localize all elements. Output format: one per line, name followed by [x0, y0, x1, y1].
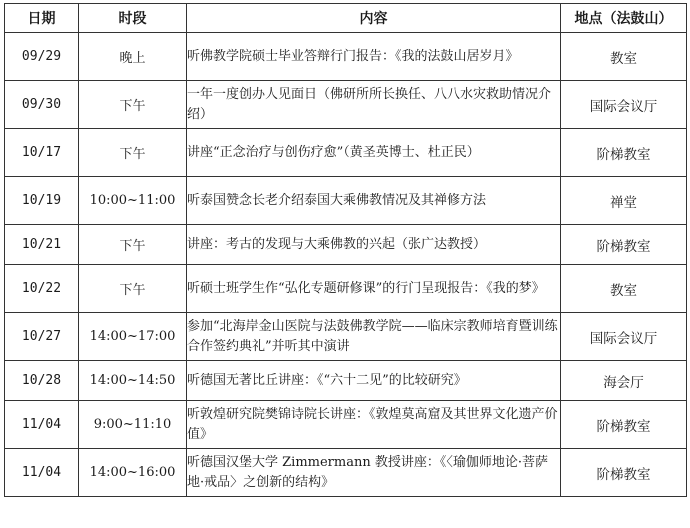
- cell-place: 阶梯教室: [561, 129, 687, 177]
- schedule-table: [4, 3, 687, 497]
- cell-date: 09/29: [5, 33, 79, 81]
- cell-time: 14:00~17:00: [79, 313, 187, 361]
- cell-date: 10/19: [5, 177, 79, 225]
- cell-content: 听德国汉堡大学 Zimmermann 教授讲座：《〈瑜伽师地论·菩萨地·戒品〉之创新的结构》: [187, 449, 561, 497]
- cell-content: 听硕士班学生作“弘化专题研修课”的行门呈现报告：《我的梦》: [187, 265, 561, 313]
- cell-content: 讲座：考古的发现与大乘佛教的兴起（张广达教授）: [187, 225, 561, 265]
- cell-place: 阶梯教室: [561, 401, 687, 449]
- cell-content: 听泰国赞念长老介绍泰国大乘佛教情况及其禅修方法: [187, 177, 561, 225]
- cell-content: 参加“北海岸金山医院与法鼓佛教学院——临床宗教师培育暨训练合作签约典礼”并听其中演讲: [187, 313, 561, 361]
- cell-date: 09/30: [5, 81, 79, 129]
- table-header: [5, 4, 687, 33]
- cell-date: 11/04: [5, 449, 79, 497]
- cell-time: 下午: [79, 81, 187, 129]
- table-row: [5, 177, 687, 225]
- cell-content: 听佛教学院硕士毕业答辩行门报告：《我的法鼓山居岁月》: [187, 33, 561, 81]
- cell-content: 听德国无著比丘讲座：《“六十二见”的比较研究》: [187, 361, 561, 401]
- cell-place: 教室: [561, 33, 687, 81]
- cell-place: 教室: [561, 265, 687, 313]
- cell-content: 一年一度创办人见面日（佛研所所长换任、八八水灾救助情况介绍）: [187, 81, 561, 129]
- cell-place: 国际会议厅: [561, 313, 687, 361]
- table-body: [5, 33, 687, 497]
- cell-time: 下午: [79, 129, 187, 177]
- cell-content: 讲座“正念治疗与创伤疗愈”（黄圣英博士、杜正民）: [187, 129, 561, 177]
- cell-date: 10/17: [5, 129, 79, 177]
- cell-date: 10/28: [5, 361, 79, 401]
- header-date: 日期: [5, 4, 79, 33]
- cell-time: 下午: [79, 225, 187, 265]
- table-row: [5, 361, 687, 401]
- table-row: [5, 449, 687, 497]
- cell-time: 9:00~11:10: [79, 401, 187, 449]
- cell-time: 下午: [79, 265, 187, 313]
- table-row: [5, 265, 687, 313]
- table-row: [5, 81, 687, 129]
- cell-time: 14:00~14:50: [79, 361, 187, 401]
- table-row: [5, 313, 687, 361]
- table-row: [5, 129, 687, 177]
- header-time: 时段: [79, 4, 187, 33]
- cell-place: 海会厅: [561, 361, 687, 401]
- table-row: [5, 401, 687, 449]
- cell-time: 14:00~16:00: [79, 449, 187, 497]
- table-row: [5, 225, 687, 265]
- cell-date: 10/27: [5, 313, 79, 361]
- cell-place: 阶梯教室: [561, 225, 687, 265]
- cell-place: 阶梯教室: [561, 449, 687, 497]
- cell-date: 10/22: [5, 265, 79, 313]
- cell-content: 听敦煌研究院樊锦诗院长讲座：《敦煌莫高窟及其世界文化遗产价值》: [187, 401, 561, 449]
- cell-time: 晚上: [79, 33, 187, 81]
- cell-place: 禅堂: [561, 177, 687, 225]
- cell-place: 国际会议厅: [561, 81, 687, 129]
- cell-date: 10/21: [5, 225, 79, 265]
- table-row: [5, 33, 687, 81]
- cell-date: 11/04: [5, 401, 79, 449]
- header-place: 地点（法鼓山）: [561, 4, 687, 33]
- header-row: [5, 4, 687, 33]
- header-content: 内容: [187, 4, 561, 33]
- cell-time: 10:00~11:00: [79, 177, 187, 225]
